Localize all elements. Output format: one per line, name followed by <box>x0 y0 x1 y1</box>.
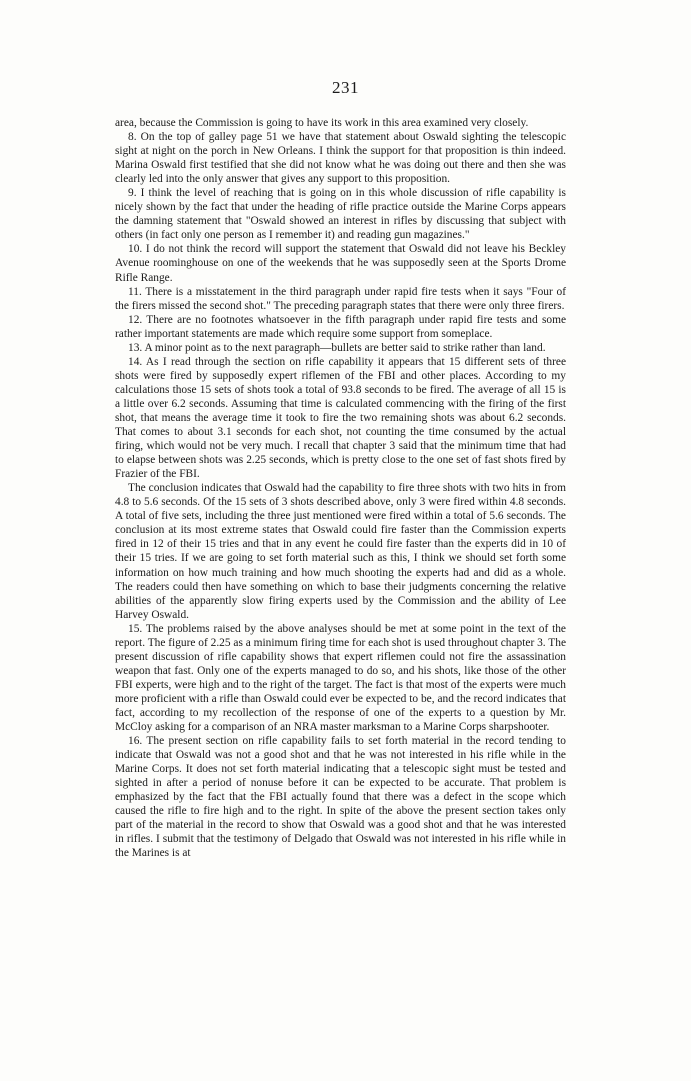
body-text <box>115 116 566 860</box>
paragraph-item-10: 10. I do not think the record will support the statement that Oswald did not leave his Beckley Avenue roominghouse on one of the weekends that he was supposedly seen at the Sports Drome Rifle Range. <box>115 243 566 284</box>
paragraph-item-12: 12. There are no footnotes whatsoever in the fifth paragraph under rapid fire tests and some rather important statements are made which require some support from someplace. <box>115 313 566 340</box>
paragraph-item-16: 16. The present section on rifle capability fails to set forth material in the record tending to indicate that Oswald was not a good shot and that he was not interested in his rifle while in the Marine Corps. It does not set forth material indicating that a telescopic sight must be tested and sighted in after a period of nonuse before it can be expected to be accurate. That problem is emphasized by the fact that the FBI actually found that there was a defect in the scope which caused the rifle to fire high and to the right. In spite of the above the present section takes only part of the material in the record to show that Oswald was a good shot and that he was interested in rifles. I submit that the testimony of Delgado that Oswald was not interested in his rifle while in the Marines is at <box>115 735 566 860</box>
paragraph-item-13: 13. A minor point as to the next paragraph—bullets are better said to strike rather than land. <box>128 341 546 354</box>
paragraph-item-14: 14. As I read through the section on rifle capability it appears that 15 different sets of three shots were fired by supposedly expert riflemen of the FBI and other places. According to my calculations those 15 sets of shots took a total of 93.8 seconds to be fired. The average of all 15 is a little over 6.2 seconds. Assuming that time is calculated commencing with the firing of the first shot, that means the average time it took to fire the two remaining shots was about 6.2 seconds. That comes to about 3.1 seconds for each shot, not counting the time consumed by the actual firing, which would not be very much. I recall that chapter 3 said that the minimum time that had to elapse between shots was 2.25 seconds, which is pretty close to the one set of fast shots fired by Frazier of the FBI. <box>115 355 566 481</box>
paragraph-item-9: 9. I think the level of reaching that is going on in this whole discussion of rifle capability is nicely shown by the fact that under the heading of rifle practice outside the Marine Corps appears the damning statement that "Oswald showed an interest in rifles by discussing that subject with others (in fact only one person as I remember it) and reading gun magazines." <box>115 187 566 242</box>
paragraph-conclusion: The conclusion indicates that Oswald had the capability to fire three shots with two hits in from 4.8 to 5.6 seconds. Of the 15 sets of 3 shots described above, only 3 were fired within 4.8 seconds. A total of five sets, including the three just mentioned were fired within a total of 5.6 seconds. The conclusion at its most extreme states that Oswald could fire faster than the Commission experts fired in 12 of their 15 tries and that in any event he could fire faster than the experts did in 10 of their 15 tries. If we are going to set forth material such as this, I think we should set forth some information on how much training and how much shooting the experts had and did as a whole. The readers could then have something on which to base their judgments concerning the relative abilities of the apparently slow firing experts used by the Commission and the ability of Lee Harvey Oswald. <box>115 482 566 621</box>
page-number: 231 <box>332 78 359 97</box>
paragraph-item-15: 15. The problems raised by the above analyses should be met at some point in the text of the report. The figure of 2.25 as a minimum firing time for each shot is used throughout chapter 3. The present discussion of rifle capability shows that expert riflemen could not fire the assassination weapon that fast. Only one of the experts managed to do so, and his shots, like those of the other FBI experts, were high and to the right of the target. The fact is that most of the experts were much more proficient with a rifle than Oswald could ever be expected to be, and the record indicates that fact, according to my recollection of the response of one of the experts to a question by Mr. McCloy asking for a comparison of an NRA master marksman to a Marine Corps sharpshooter. <box>115 622 566 734</box>
paragraph-item-8: 8. On the top of galley page 51 we have that statement about Oswald sighting the telescopic sight at night on the porch in New Orleans. I think the support for that proposition is thin indeed. Marina Oswald first testified that she did not know what he was doing out there and then she was clearly led into the only answer that gives any support to this proposition. <box>115 131 566 186</box>
paragraph-item-11: 11. There is a misstatement in the third paragraph under rapid fire tests when it says "Four of the firers missed the second shot." The preceding paragraph states that there were only three firers. <box>115 285 566 312</box>
paragraph-continuation: area, because the Commission is going to have its work in this area examined very closely. <box>115 117 529 129</box>
